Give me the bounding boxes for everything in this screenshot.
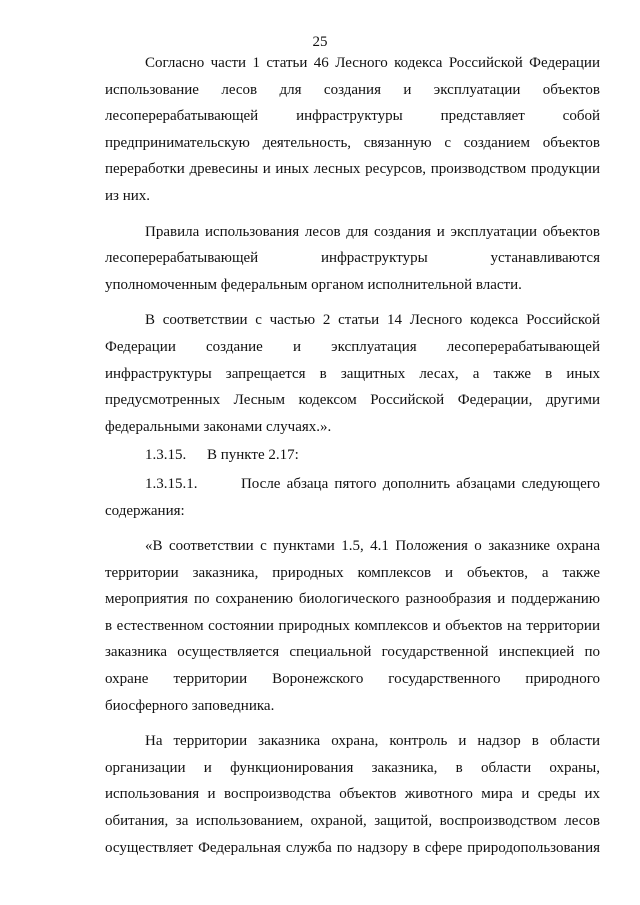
- item-1-3-15: [105, 442, 600, 469]
- paragraph-forest-code-article-46: [105, 50, 600, 210]
- text-line: заказника осуществляется специальной государственной инспекцией по: [105, 644, 600, 661]
- text-line: мероприятия по сохранению биологического разнообразия и поддержанию: [105, 591, 600, 608]
- text-line: Федерации создание и эксплуатация лесоперерабатывающей: [105, 338, 600, 355]
- text-line: содержания:: [105, 502, 185, 519]
- text-line: В соответствии с частью 2 статьи 14 Лесного кодекса Российской: [145, 312, 600, 329]
- text-line: лесоперерабатывающей инфраструктуры представляет собой: [105, 108, 600, 125]
- text-line: Правила использования лесов для создания и эксплуатации объектов: [145, 223, 600, 240]
- text-line: использования и воспроизводства объектов животного мира и среды их: [105, 786, 600, 803]
- item-text: В пункте 2.17:: [207, 447, 299, 464]
- paragraph-forest-code-article-14: [105, 307, 600, 440]
- text-line: осуществляет Федеральная служба по надзору в сфере природопользования: [105, 839, 600, 856]
- text-line: уполномоченным федеральным органом исполнительной власти.: [105, 276, 522, 293]
- text-line: Согласно части 1 статьи 46 Лесного кодекса Российской Федерации: [145, 55, 600, 71]
- item-number: 1.3.15.1.: [145, 475, 198, 492]
- document-body: [105, 50, 600, 863]
- text-line: биосферного заповедника.: [105, 697, 275, 714]
- text-line: предусмотренных Лесным кодексом Российской Федерации, другими: [105, 392, 600, 409]
- quote-paragraph-supervision: [105, 728, 600, 861]
- text-line: организации и функционирования заказника, в области охраны,: [105, 759, 600, 776]
- text-line: лесоперерабатывающей инфраструктуры устанавливаются: [105, 250, 600, 267]
- item-text: После абзаца пятого дополнить абзацами следующего: [240, 475, 601, 492]
- item-1-3-15-1: [105, 471, 600, 524]
- paragraph-forest-use-rules: [105, 219, 600, 299]
- text-line: инфраструктуры запрещается в защитных лесах, а также в иных: [105, 365, 600, 382]
- text-line: федеральными законами случаях.».: [105, 418, 332, 435]
- text-line: из них.: [105, 187, 151, 204]
- text-line: использование лесов для создания и эксплуатации объектов: [105, 81, 600, 98]
- text-line: «В соответствии с пунктами 1.5, 4.1 Положения о заказнике охрана: [145, 538, 600, 555]
- page-number: 25: [312, 34, 328, 50]
- text-line: в естественном состоянии природных комплексов и объектов на территории: [105, 617, 600, 634]
- text-line: обитания, за использованием, охраной, защитой, воспроизводством лесов: [105, 813, 600, 830]
- item-number: 1.3.15.: [145, 447, 187, 464]
- text-line: предпринимательскую деятельность, связанную с созданием объектов: [105, 134, 600, 151]
- text-line: переработки древесины и иных лесных ресурсов, производством продукции: [105, 161, 600, 178]
- quote-paragraph-reserve-protection: [105, 533, 600, 719]
- text-line: охране территории Воронежского государственного природного: [105, 671, 600, 688]
- text-line: территории заказника, природных комплексов и объектов, а также: [105, 564, 600, 581]
- text-line: На территории заказника охрана, контроль и надзор в области: [145, 733, 600, 750]
